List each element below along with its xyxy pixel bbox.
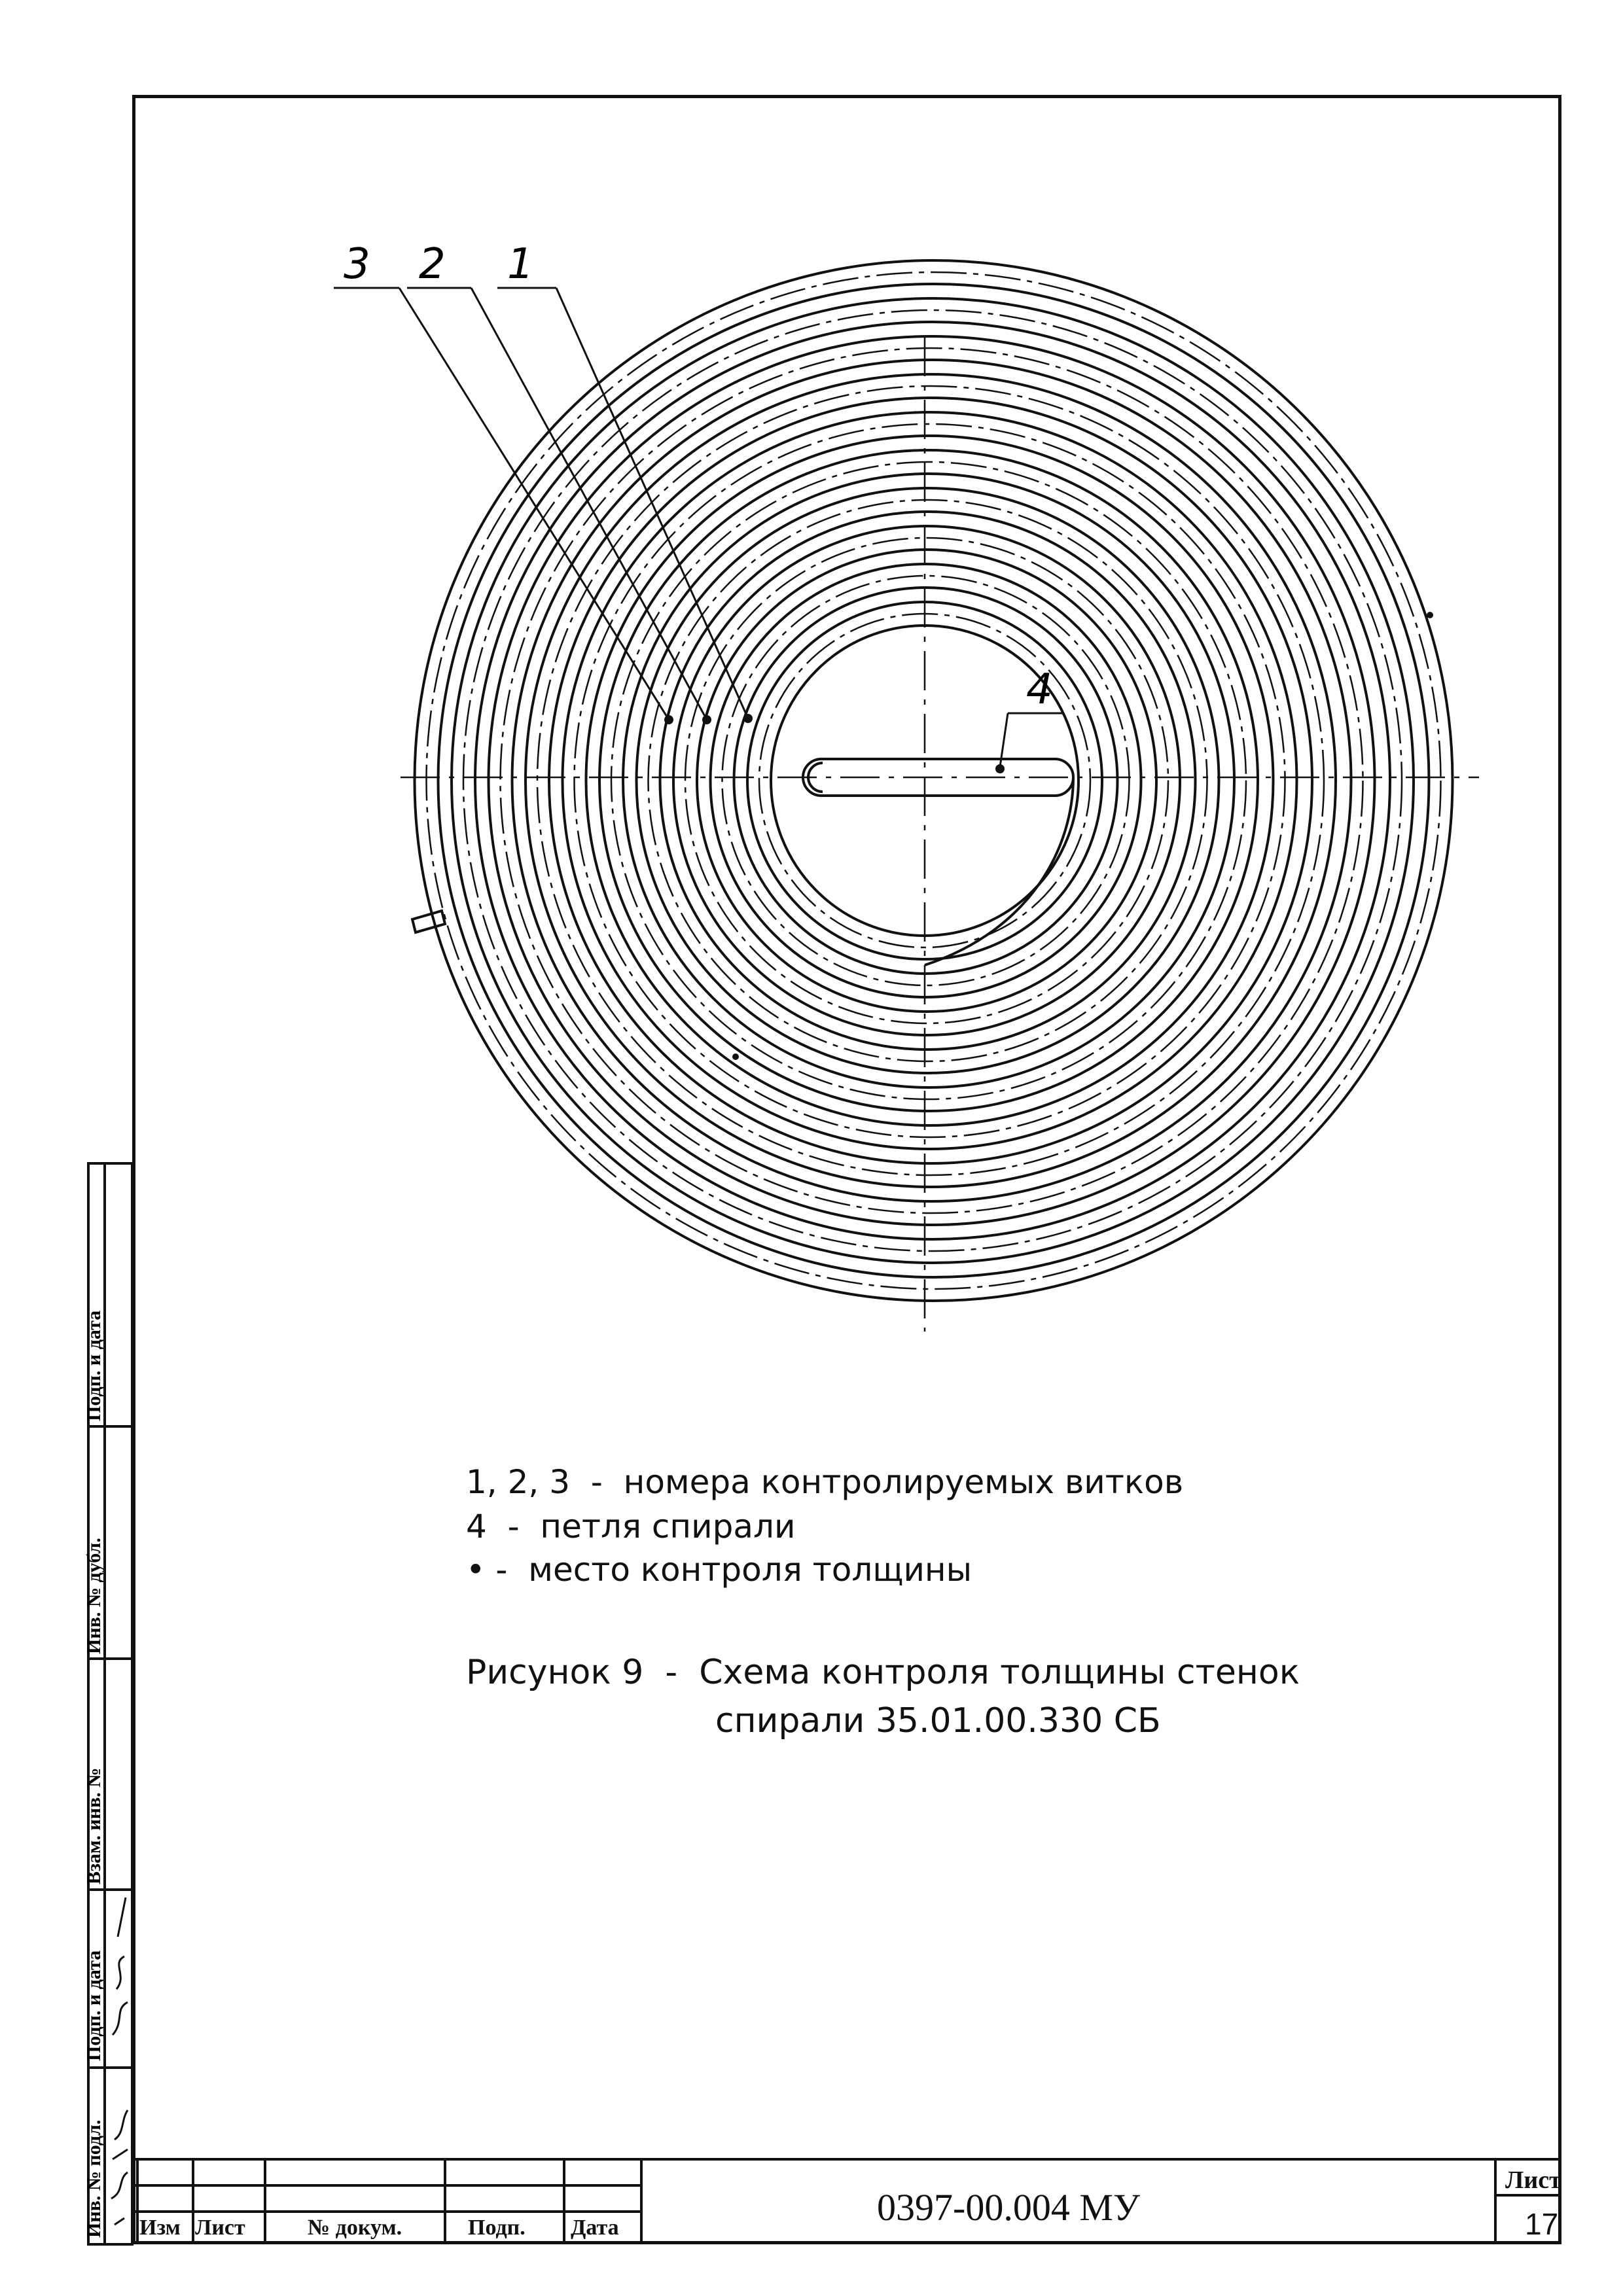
- side-label-inv-dubl: Инв. № дубл.: [83, 1538, 105, 1654]
- legend-line-3: [466, 1551, 972, 1589]
- col-data: Дата: [571, 2216, 619, 2240]
- center-lines: [401, 337, 1479, 1332]
- side-stamp-signature: [111, 1898, 128, 2225]
- spiral-mid-ring: [537, 386, 1324, 1175]
- spiral-mid-ring: [611, 462, 1246, 1099]
- col-doc: № докум.: [308, 2216, 402, 2240]
- spiral-mid-ring: [575, 424, 1285, 1137]
- sheet-label: Лист: [1505, 2166, 1561, 2194]
- control-point-1: [743, 714, 753, 723]
- spiral-wall-ring: [512, 360, 1351, 1201]
- document-code: 0397-00.004 МУ: [877, 2186, 1140, 2229]
- leader-label-1: 1: [507, 240, 534, 289]
- side-label-inv-podl: Инв. № подл.: [83, 2119, 105, 2238]
- figure-caption-line-1: Рисунок 9 - Схема контроля толщины стенок: [466, 1653, 1300, 1692]
- col-izm: Изм: [139, 2216, 181, 2240]
- spiral-wall-ring: [526, 374, 1336, 1187]
- control-point-extra-2: [1427, 612, 1433, 618]
- side-stamp-labels: [83, 1311, 105, 2238]
- figure-caption-line-2: спирали 35.01.00.330 СБ: [715, 1701, 1161, 1740]
- spiral-mid-ring: [722, 576, 1130, 985]
- side-label-podp-data-1: Подп. и дата: [83, 1950, 105, 2061]
- leader-label-3: 3: [344, 240, 370, 289]
- spiral-midlines: [427, 272, 1441, 1289]
- legend-line-1: 1, 2, 3 - номера контролируемых витков: [466, 1463, 1184, 1501]
- spiral-wall-ring: [623, 474, 1234, 1087]
- spiral-wall-ring: [452, 298, 1414, 1263]
- side-label-vzam-inv: Взам. инв. №: [83, 1767, 105, 1884]
- legend-line-2: 4 - петля спирали: [466, 1508, 796, 1545]
- spiral-wall-ring: [697, 550, 1156, 1012]
- legend-bullet: •: [466, 1551, 486, 1589]
- spiral-wall-ring: [586, 436, 1274, 1125]
- sheet-number: 17: [1525, 2207, 1559, 2241]
- spiral-mid-ring: [649, 500, 1207, 1061]
- col-podp: Подп.: [468, 2216, 526, 2240]
- control-point-extra-1: [732, 1053, 739, 1060]
- spiral-walls: [415, 260, 1453, 1301]
- leader-label-2: 2: [419, 240, 446, 289]
- side-label-podp-data-2: Подп. и дата: [83, 1310, 105, 1421]
- spiral-wall-ring: [660, 512, 1196, 1050]
- spiral-wall-ring: [734, 588, 1118, 974]
- leader-label-4: 4: [1026, 665, 1053, 714]
- spiral-wall-ring: [475, 322, 1390, 1239]
- spiral-outer-end: [412, 911, 445, 932]
- control-point-3: [664, 715, 673, 724]
- control-point-4: [995, 764, 1005, 773]
- col-list: Лист: [195, 2216, 245, 2240]
- spiral-wall-ring: [711, 564, 1141, 997]
- spiral-wall-ring: [489, 336, 1375, 1225]
- control-point-2: [702, 715, 711, 724]
- legend-line-3-text: - место контроля толщины: [485, 1551, 972, 1589]
- spiral-mid-ring: [685, 538, 1168, 1023]
